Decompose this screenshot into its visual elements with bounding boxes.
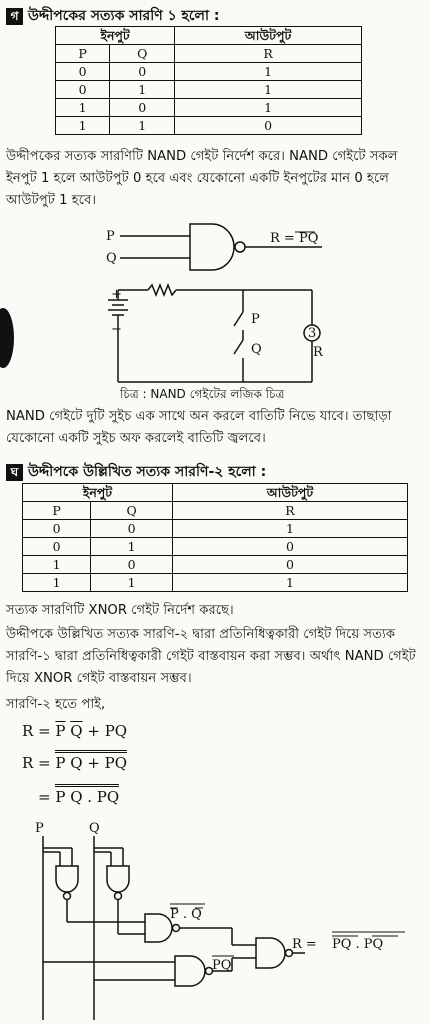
output-r-lhs: R =: [292, 937, 317, 952]
nand-switch-explanation: NAND গেইটে দুটি সুইচ এক সাথে অন করলে বাতিটি নিভে যাবে। তাছাড়া যেকোনো একটি সুইচ অফ করলেই বাতিটি জ্বলবে।: [6, 409, 392, 446]
table-cell: 0: [23, 538, 91, 556]
table-cell: 0: [91, 520, 173, 538]
truth-table-1-output-header: আউটপুট: [175, 27, 362, 45]
formula-1-pbar: $\overline{P}$: [55, 722, 66, 740]
table-cell: 1: [175, 81, 362, 99]
label-pq-bar: PQ: [212, 958, 232, 973]
table-cell: 1: [23, 574, 91, 592]
table-cell: 1: [56, 117, 110, 135]
formula-1-qbar: $\overline{Q}$: [70, 722, 83, 740]
table-cell: 1: [56, 99, 110, 117]
nand-input-p: P: [106, 229, 115, 244]
section-gha-title: উদ্দীপকে উল্লিখিত সত্যক সারণি-২ হলো :: [28, 464, 267, 480]
lamp-number: 3: [308, 326, 317, 341]
truth-table-1-col-r: R: [175, 45, 362, 63]
table-cell: 0: [91, 556, 173, 574]
table-cell: 1: [110, 81, 175, 99]
formula-line-1: [22, 722, 127, 740]
table-cell: 0: [172, 538, 407, 556]
formula-3-lhs: =: [38, 788, 56, 806]
table-cell: 0: [110, 63, 175, 81]
logic-input-q: Q: [89, 821, 100, 836]
formula-line-3: [38, 788, 119, 806]
switch-p-label: P: [251, 312, 260, 327]
table-cell: 1: [110, 117, 175, 135]
table-cell: 0: [23, 520, 91, 538]
table-cell: 1: [172, 520, 407, 538]
table-cell: 0: [175, 117, 362, 135]
table-cell: 1: [175, 63, 362, 81]
section-ga-title: উদ্দীপকের সত্যক সারণি ১ হলো :: [28, 8, 220, 24]
xnor-from-nand-diagram: [43, 836, 305, 1020]
truth-table-2-col-q: Q: [91, 502, 173, 520]
truth-table-2-col-p: P: [23, 502, 91, 520]
nand-explanation: উদ্দীপকের সত্যক সারণিটি NAND গেইট নির্দেশ করে। NAND গেইটে সকল ইনপুট 1 হলে আউটপুট 0 হবে এবং যেকোনো একটি ইনপুটের মান 0 হলে আউটপুট 1 হবে।: [6, 149, 398, 208]
table-row: [23, 538, 408, 556]
truth-table-1-col-p: P: [56, 45, 110, 63]
formula-3-body: P Q . PQ: [55, 784, 119, 806]
table-cell: 1: [91, 574, 173, 592]
output-r-rhs: PQ . PQ: [332, 937, 384, 952]
logic-input-p: P: [35, 821, 44, 836]
formula-1-rest: + PQ: [82, 722, 128, 740]
battery-plus: +: [111, 287, 122, 302]
truth-table-2-col-r: R: [172, 502, 407, 520]
figure-caption: চিত্র : NAND গেইটের লজিক চিত্র: [120, 387, 285, 401]
table-cell: 1: [175, 99, 362, 117]
lamp-label: R: [313, 345, 323, 360]
table-row: [23, 574, 408, 592]
truth-table-1-input-header: ইনপুট: [56, 27, 175, 45]
table-cell: 0: [56, 63, 110, 81]
label-pbar-qbar: P . Q: [170, 907, 202, 922]
section-gha-heading: [6, 460, 266, 484]
section-gha-tag: ঘ: [6, 464, 23, 481]
switch-circuit: [108, 285, 320, 382]
table-row: [23, 556, 408, 574]
nand-input-q: Q: [106, 251, 117, 266]
xnor-statement: সত্যক সারণিটি XNOR গেইট নির্দেশ করছে।: [6, 603, 234, 618]
table-cell: 0: [56, 81, 110, 99]
formula-1-lhs: R =: [22, 722, 56, 740]
table-cell: 1: [91, 538, 173, 556]
table-cell: 1: [23, 556, 91, 574]
table-row: [23, 520, 408, 538]
table-cell: 0: [172, 556, 407, 574]
implementation-paragraph: উদ্দীপকে উল্লিখিত সত্যক সারণি-২ দ্বারা প্রতিনিধিত্বকারী গেইট দিয়ে সত্যক সারণি-১ দ্বারা প্রতিনিধিত্বকারী গেইট বাস্তবায়ন করা সম্ভব। অর্থাৎ NAND গেইট দিয়ে XNOR গেইট বাস্তবায়ন সম্ভব।: [6, 627, 416, 686]
nand-output-label: R = PQ: [270, 231, 319, 246]
truth-table-1-col-q: Q: [110, 45, 175, 63]
truth-table-2: [22, 483, 408, 592]
truth-table-2-input-header: ইনপুট: [23, 484, 173, 502]
formula-2-body: P Q + PQ: [55, 750, 127, 772]
section-ga-tag: গ: [6, 8, 23, 25]
truth-table-2-output-header: আউটপুট: [172, 484, 407, 502]
formula-line-2: [22, 754, 127, 772]
switch-q-label: Q: [251, 342, 262, 357]
formula-2-lhs: R =: [22, 754, 56, 772]
derivation-intro: সারণি-২ হতে পাই,: [6, 697, 106, 712]
table-cell: 0: [110, 99, 175, 117]
battery-minus: −: [111, 322, 122, 337]
table-cell: 1: [172, 574, 407, 592]
